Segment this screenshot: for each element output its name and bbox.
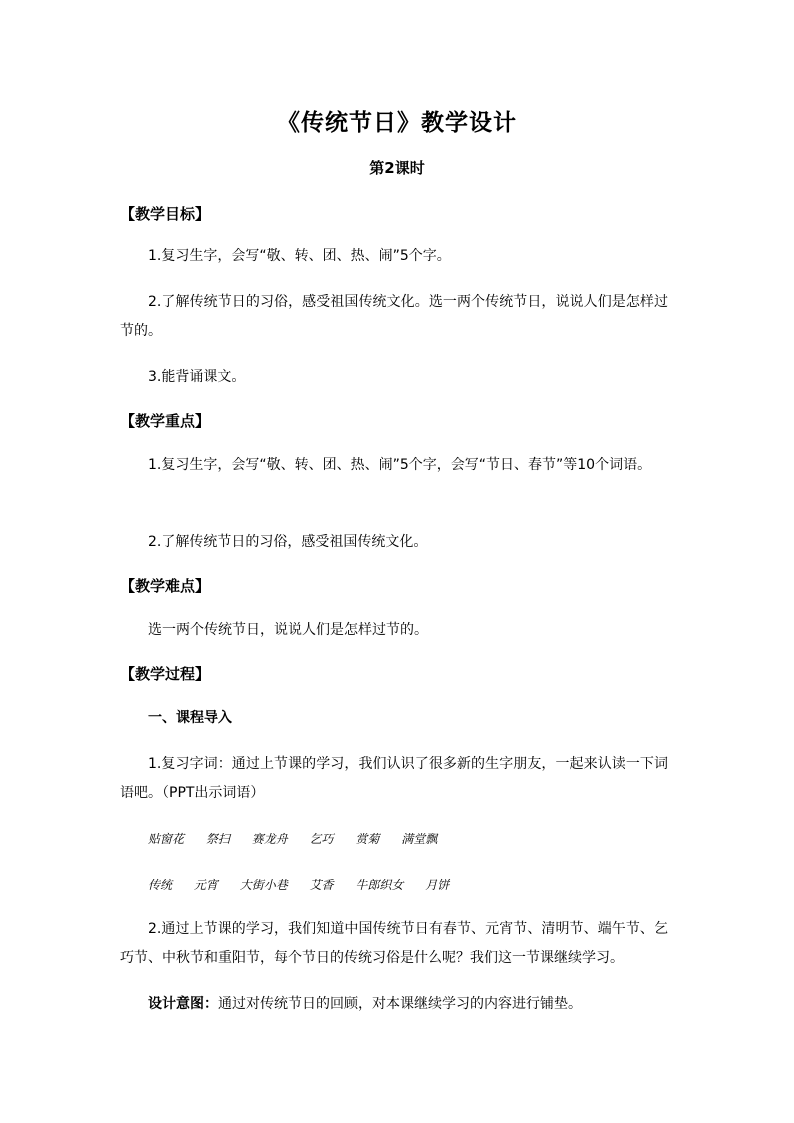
key-points-heading: 【教学重点】: [120, 412, 211, 430]
key-point-item: 1.复习生字，会写“敬、转、团、热、闹”5个字，会写“节日、春节”等10个词语。: [148, 457, 652, 473]
process-paragraph: 2.通过上节课的学习，我们知道中国传统节日有春节、元宵节、清明节、端午节、乞巧节、中秋节和重阳节，每个节日的传统习俗是什么呢？我们这一节课继续学习。: [120, 921, 668, 966]
word-item: 艾香: [309, 878, 334, 892]
objective-item: 1.复习生字，会写“敬、转、团、热、闹”5个字。: [148, 248, 451, 264]
word-item: 传统: [148, 878, 173, 892]
process-paragraph: 1.复习字词：通过上节课的学习，我们认识了很多新的生字朋友，一起来认读一下词语吧。（PPT出示词语）: [120, 756, 668, 801]
word-item: 贴窗花: [148, 832, 185, 846]
section-heading: 一、课程导入: [148, 710, 232, 726]
word-list-row: [148, 876, 467, 893]
difficulties-heading: 【教学难点】: [120, 577, 211, 595]
objective-item: 2.了解传统节日的习俗，感受祖国传统文化。选一两个传统节日，说说人们是怎样过节的。: [120, 294, 668, 339]
word-item: 月饼: [425, 878, 450, 892]
difficulty-item: 选一两个传统节日，说说人们是怎样过节的。: [148, 622, 428, 638]
word-item: 祭扫: [205, 832, 230, 846]
word-item: 赏菊: [355, 832, 380, 846]
key-point-item: 2.了解传统节日的习俗，感受祖国传统文化。: [148, 534, 428, 550]
objectives-heading: 【教学目标】: [120, 205, 211, 223]
document-title: 《传统节日》教学设计: [277, 109, 517, 136]
word-list-row: [148, 830, 455, 847]
word-item: 大街小巷: [239, 878, 288, 892]
word-item: 乞巧: [309, 832, 334, 846]
word-item: 元宵: [193, 878, 218, 892]
word-item: 满堂飘: [401, 832, 438, 846]
design-intent-label: 设计意图：: [148, 996, 218, 1012]
process-heading: 【教学过程】: [120, 665, 211, 683]
word-item: 牛郎织女: [355, 878, 404, 892]
objective-item: 3.能背诵课文。: [148, 369, 246, 385]
design-intent-text: 通过对传统节日的回顾，对本课继续学习的内容进行铺垫。: [218, 996, 582, 1012]
design-intent: [120, 990, 668, 1019]
lesson-subtitle: 第2课时: [369, 159, 425, 177]
word-item: 赛龙舟: [251, 832, 288, 846]
